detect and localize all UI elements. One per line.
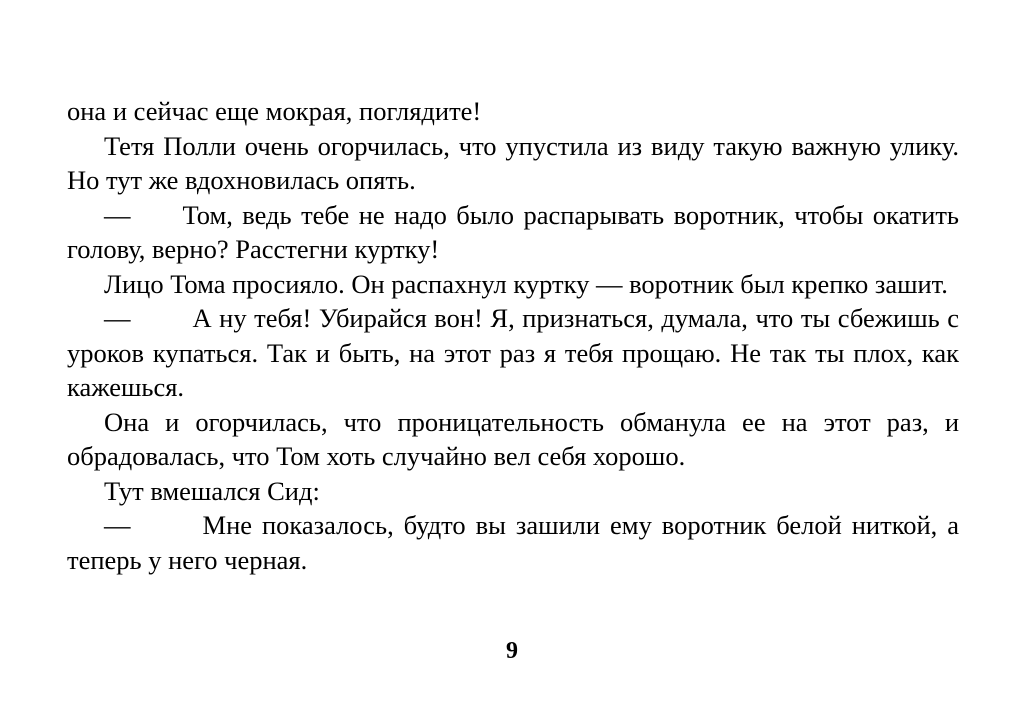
paragraph-tom-face: Лицо Тома просияло. Он распахнул куртку — воротник был крепко зашит. [104,268,948,299]
paragraph-sid-intervenes: Тут вмешался Сид: [104,475,320,506]
dialogue-text: Том, ведь тебе не надо было распарывать воротник, чтобы окатить голову, верно? Расстегни куртку! [67,199,959,264]
dialogue-dash: — [104,510,131,540]
paragraph-continuation: она и сейчас еще мокрая, поглядите! [67,96,482,126]
paragraph-she-was-upset: Она и огорчилась, что проницательность обманула ее на этот раз, и обрадовалась, что Том хоть случайно вел себя хорошо. [67,406,959,471]
dialogue-line [67,198,959,267]
dialogue-line [67,508,959,577]
dialogue-line [67,301,959,405]
dialogue-text: А ну тебя! Убирайся вон! Я, признаться, думала, что ты сбежишь с уроков купаться. Так и быть, на этот раз я тебя прощаю. Не так ты плох, как кажешься. [67,303,959,402]
paragraph-aunt-polly: Тетя Полли очень огорчилась, что упустила из виду такую важную улику. Но тут же вдохновилась опять. [67,130,959,195]
dialogue-dash: — [104,303,131,333]
dialogue-dash: — [104,199,131,230]
page-body [67,94,959,577]
dialogue-text: Мне показалось, будто вы зашили ему воротник белой ниткой, а теперь у него черная. [67,510,959,575]
page-number: 9 [506,638,518,664]
